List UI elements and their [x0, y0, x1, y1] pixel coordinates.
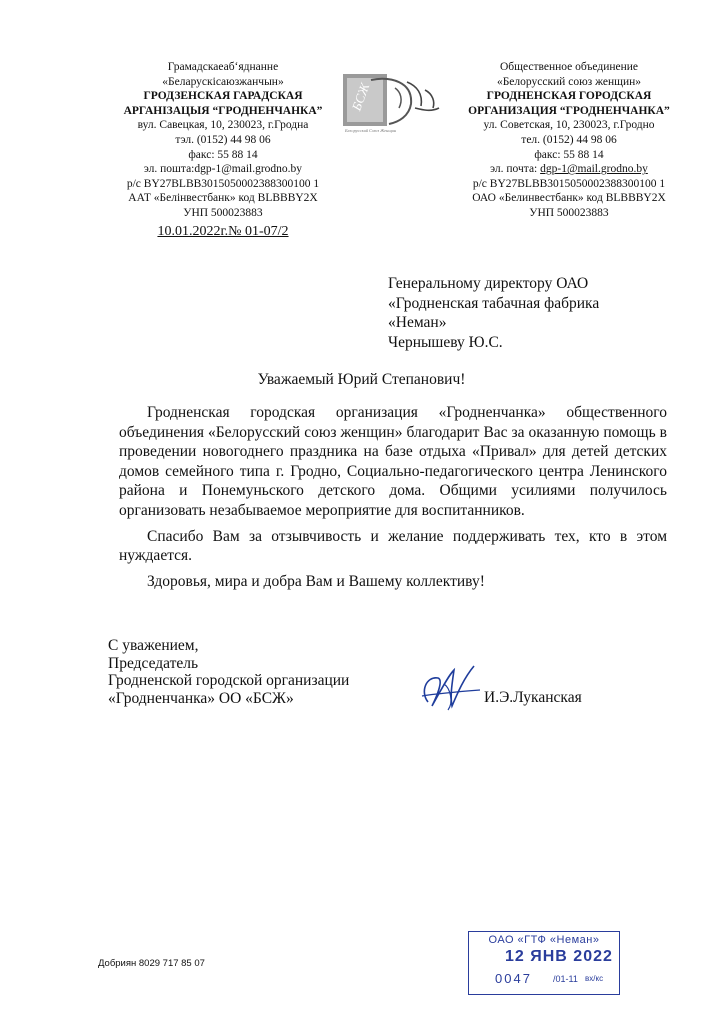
header-left-email: эл. пошта:dgp-1@mail.grodno.by	[143, 163, 303, 176]
header-right-org-name-1: ГРОДНЕНСКАЯ ГОРОДСКАЯ	[486, 90, 652, 103]
addressee-line-3: «Неман»	[388, 314, 447, 331]
header-right-union: «Белорусский союз женщин»	[496, 75, 642, 88]
header-right-address: ул. Советская, 10, 230023, г.Гродно	[483, 119, 655, 132]
email-label: эл. почта:	[490, 163, 541, 176]
header-left-union: «Беларускісаюзжанчын»	[162, 75, 284, 88]
logo-mark: БСЖ	[348, 80, 373, 113]
incoming-stamp	[468, 931, 620, 995]
logo-caption: Белорусский Союз Женщин	[345, 128, 397, 133]
stamp-index: /01-11	[553, 974, 578, 984]
stamp-org: ОАО «ГТФ «Неман»	[488, 934, 600, 946]
header-right-account: р/с BY27BLBB3015050002388300100 1	[472, 177, 666, 190]
header-right-bank: ОАО «Белинвестбанк» код BLBBBY2X	[472, 192, 666, 205]
header-left	[88, 60, 358, 239]
stamp-number: 0047	[495, 971, 532, 986]
header-left-account: р/с BY27BLBB3015050002388300100 1	[126, 177, 320, 190]
logo-image	[341, 72, 445, 134]
date-number-text: 10.01.2022г.№ 01-07/2	[157, 223, 289, 239]
document-date-number	[88, 225, 358, 240]
header-left-bank: ААТ «Белінвестбанк» код BLBBBY2X	[128, 192, 318, 205]
email-address: dgp-1@mail.grodno.by	[540, 163, 648, 176]
body-paragraph-2: Спасибо Вам за отзывчивость и желание поддерживать тех, кто в этом нуждается.	[119, 527, 667, 565]
addressee-block	[388, 274, 599, 352]
closing-org-1: Гродненской городской организации	[108, 672, 350, 690]
addressee-line-2: «Гродненская табачная фабрика	[388, 294, 600, 312]
header-left-org-type: Грамадскаеаб‘яднанне	[167, 61, 279, 73]
body-paragraph-3: Здоровья, мира и добра Вам и Вашему коллективу!	[147, 572, 485, 590]
header-left-fax: факс: 55 88 14	[188, 148, 258, 161]
body-paragraph-1: Гродненская городская организация «Гродненчанка» общественного объединения «Белорусский союз женщин» благодарит Вас за оказанную помощь в проведении новогоднего праздника на базе отдыха «Привал» для детей детских домов семейного типа г. Гродно, Социально-педагогического центра Ленинского района и Понемуньского детского дома. Общими усилиями получилось организовать незабываемое мероприятие для воспитанников.	[119, 404, 667, 519]
header-left-address: вул. Савецкая, 10, 230023, г.Гродна	[137, 119, 309, 132]
header-right-org-type: Общественное объединение	[499, 61, 639, 73]
header-right	[437, 60, 701, 221]
header-left-org-name-2: АРГАНІЗАЦЫЯ “ГРОДНЕНЧАНКА”	[123, 104, 323, 117]
header-left-org-name-1: ГРОДЗЕНСКАЯ ГАРАДСКАЯ	[143, 90, 303, 103]
closing-block	[108, 637, 349, 708]
header-right-org-name-2: ОРГАНИЗАЦИЯ “ГРОДНЕНЧАНКА”	[468, 104, 670, 117]
logo	[341, 72, 445, 134]
greeting: Уважаемый Юрий Степанович!	[257, 371, 466, 388]
letter-body	[119, 403, 667, 591]
signature	[414, 662, 486, 716]
header-right-phone: тел. (0152) 44 98 06	[521, 133, 617, 146]
header-right-fax: факс: 55 88 14	[534, 148, 604, 161]
header-left-unp: УНП 500023883	[183, 206, 263, 219]
signatory-name: И.Э.Луканская	[484, 689, 582, 706]
closing-position: Председатель	[108, 654, 199, 672]
stamp-tail: вх/кс	[585, 974, 604, 983]
stamp-date: 12 ЯНВ 2022	[505, 948, 613, 965]
footer-contact: Добриян 8029 717 85 07	[98, 958, 205, 969]
closing-regards: С уважением,	[108, 637, 199, 654]
addressee-line-1: Генеральному директору ОАО	[388, 275, 589, 292]
header-right-email	[437, 162, 701, 177]
signature-scribble	[414, 662, 486, 716]
header-right-unp: УНП 500023883	[529, 206, 609, 219]
closing-org-2: «Гродненчанка» ОО «БСЖ»	[108, 690, 294, 708]
addressee-line-4: Чернышеву Ю.С.	[388, 333, 503, 351]
header-left-phone: тэл. (0152) 44 98 06	[175, 133, 271, 146]
